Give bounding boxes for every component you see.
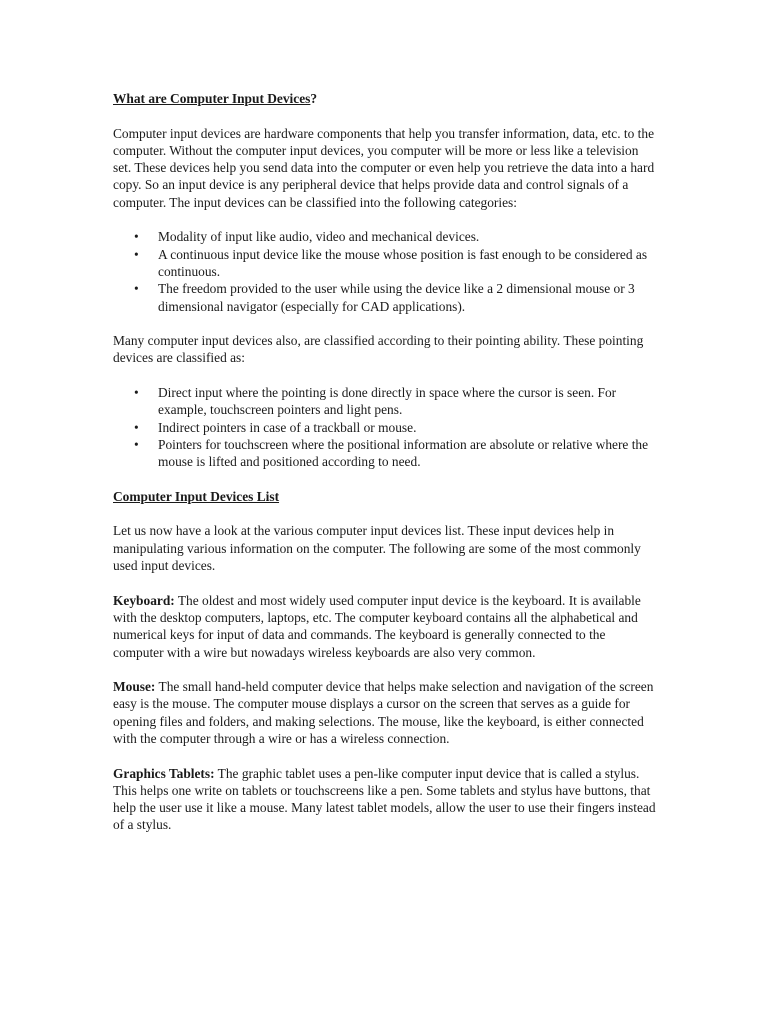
bullet-icon: •: [134, 246, 139, 262]
heading-what-are-input-devices-text: What are Computer Input Devices: [113, 91, 311, 106]
list-item-text: The freedom provided to the user while using the device like a 2 dimensional mouse or 3 dimensional navigator (especially for CAD applications).: [158, 281, 635, 314]
intro-paragraph: Computer input devices are hardware components that help you transfer information, data, etc. to the computer. Without the computer input devices, you computer will be more or less like a television set. These devices help you send data into the computer or even help you retrieve the data into a hard copy. So an input device is any peripheral device that helps provide data and control signals of a computer. The input devices can be classified into the following categories:: [113, 125, 655, 210]
mouse-paragraph: [113, 678, 658, 747]
list-item: [134, 246, 658, 281]
graphics-tablets-paragraph: [113, 765, 658, 834]
list-item-text: Pointers for touchscreen where the positional information are absolute or relative where the mouse is lifted and positioned according to need.: [158, 436, 649, 470]
list-item-text: Indirect pointers in case of a trackball or mouse.: [158, 419, 417, 435]
bullet-icon: •: [134, 229, 139, 245]
mouse-term: Mouse:: [113, 679, 156, 695]
bullet-icon: •: [134, 281, 139, 297]
bullet-icon: •: [134, 419, 139, 435]
list-item: [134, 228, 658, 245]
keyboard-description: The oldest and most widely used computer input device is the keyboard. It is available with the desktop computers, laptops, etc. The computer keyboard contains all the alphabetical and numerical keys for input of data and commands. The keyboard is generally connected to the computer with a wire but nowadays wireless keyboards are also very common.: [113, 592, 641, 660]
list-item: [134, 280, 658, 315]
heading-what-are-input-devices: [113, 90, 658, 107]
pointing-types-list: [113, 384, 658, 470]
list-item-text: Direct input where the pointing is done directly in space where the cursor is seen. For example, touchscreen pointers and light pens.: [158, 385, 617, 418]
heading-input-devices-list-text: Computer Input Devices List: [113, 488, 280, 504]
bullet-icon: •: [134, 436, 139, 452]
list-intro-paragraph: Let us now have a look at the various computer input devices list. These input devices help in manipulating various information on the computer. The following are some of the most commonly used input devices.: [113, 523, 641, 574]
graphics-tablets-term: Graphics Tablets:: [113, 765, 215, 781]
document-page: [113, 90, 658, 851]
heading-question-mark: ?: [310, 91, 318, 106]
list-item-text: Modality of input like audio, video and mechanical devices.: [158, 229, 480, 245]
heading-input-devices-list: [113, 488, 658, 505]
bullet-icon: •: [134, 385, 139, 401]
categories-list: [113, 228, 658, 314]
list-item: [134, 436, 658, 471]
keyboard-term: Keyboard:: [113, 592, 175, 608]
list-item-text: A continuous input device like the mouse whose position is fast enough to be considered as continuous.: [158, 246, 648, 279]
pointing-intro-paragraph: Many computer input devices also, are classified according to their pointing ability. These pointing devices are classified as:: [113, 333, 644, 366]
list-item: [134, 419, 658, 436]
mouse-description: The small hand-held computer device that helps make selection and navigation of the screen easy is the mouse. The computer mouse displays a cursor on the screen that serves as a guide for opening files and folders, and making selections. The mouse, like the keyboard, is either connected with the computer through a wire or has a wireless connection.: [113, 679, 654, 746]
list-item: [134, 384, 658, 419]
keyboard-paragraph: [113, 592, 658, 661]
graphics-tablets-description: The graphic tablet uses a pen-like computer input device that is called a stylus. This helps one write on tablets or touchscreens like a pen. Some tablets and stylus have buttons, that help the user use it like a mouse. Many latest tablet models, allow the user to use their fingers instead of a stylus.: [113, 765, 656, 833]
